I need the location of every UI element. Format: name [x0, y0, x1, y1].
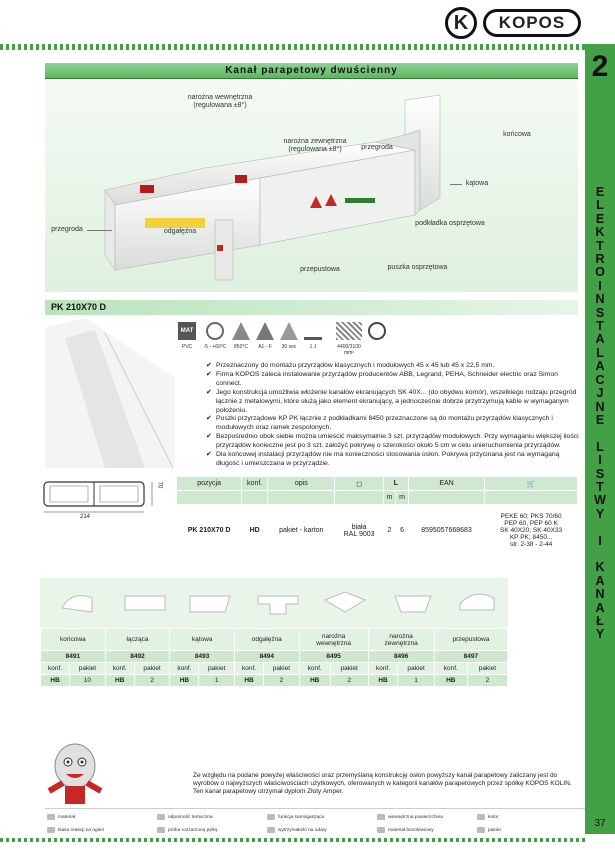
- bottom-stripe: [0, 838, 585, 842]
- legend-item: pakiet: [477, 827, 501, 833]
- impact-icon: [304, 322, 322, 340]
- legend-item: materiał bezołowiowy: [377, 827, 434, 833]
- product-table: [176, 476, 578, 557]
- trunking-illustration: [45, 80, 578, 292]
- glow-wire-icon: [232, 322, 250, 340]
- sub-header: konf.: [41, 663, 70, 675]
- col-header: opis: [268, 477, 335, 491]
- col-header: pozycja: [177, 477, 242, 491]
- accessory-name: kątowa: [170, 629, 235, 651]
- sub-header: pakiet: [70, 663, 105, 675]
- self-extinguish-icon: [267, 814, 275, 820]
- legend-item: wewnętrzna powierzchnia: [377, 814, 443, 820]
- icon-label: 1 J: [309, 344, 317, 350]
- title-bar: [45, 63, 578, 79]
- icon-label: 4400/3100 mm²: [337, 344, 361, 356]
- sub-header: konf.: [368, 663, 398, 675]
- accessory-images: [40, 578, 508, 628]
- sub-header: pakiet: [199, 663, 234, 675]
- label-koncowa: końcowa: [503, 131, 531, 138]
- col-header: L: [383, 477, 408, 491]
- accessory-name: narożna wewnętrzna: [299, 629, 368, 651]
- icon-label: 30 sec: [281, 344, 297, 350]
- cell-konf: HB: [368, 675, 398, 687]
- cell-color: biała RAL 9003: [335, 505, 383, 557]
- cell-opis: pakiet - karton: [268, 505, 335, 557]
- label-narozna-wewnetrzna: narożna wewnętrzna (regulowana ±8°): [187, 94, 253, 109]
- legend-item: odporność termiczna: [157, 814, 213, 820]
- accessory-name: narożna zewnętrzna: [368, 629, 434, 651]
- inner-surface-icon: [377, 814, 385, 820]
- col-header: EAN: [408, 477, 484, 491]
- material-icon: [47, 814, 55, 820]
- fire-icon: [280, 322, 298, 340]
- icon-label: 850°C: [234, 344, 248, 350]
- accessory-code: 8493: [170, 651, 235, 663]
- legend-item: funkcja samogasząca: [267, 814, 324, 820]
- label-odgalezna: odgałęźna: [163, 228, 197, 235]
- sub-header: konf.: [299, 663, 330, 675]
- lead-free-icon: [377, 827, 385, 833]
- chapter-side-text: E L E K T R O I N S T A L A C J N E L I S T W Y I K A N A Ł Y: [594, 185, 606, 642]
- profile-height: 70: [156, 481, 163, 489]
- icon-label: PVC: [181, 344, 193, 350]
- cell-konf: HB: [434, 675, 467, 687]
- package-icon: [477, 827, 485, 833]
- cell-l1: 2: [383, 505, 396, 557]
- feature-item: ✔ Firma KOPOS zaleca instalowanie przyrządów producentów ABB, Legrand, PEHA, Schneider electric oraz Simon connect.: [206, 371, 580, 389]
- legend-item: kolor: [477, 814, 498, 820]
- label-przegroda-left: przegroda: [51, 226, 83, 233]
- feature-item: ✔ Dla końcowej instalacji przyrządów nie ma konieczności stosowania osłon. Pokrywa przycinana jest na wymaganą długość i umieszczana w przyrządzie.: [206, 451, 580, 469]
- cross-section-icon: [336, 322, 362, 340]
- product-photo: [45, 318, 175, 468]
- accessory-name: łącząca: [105, 629, 170, 651]
- sub-header: konf.: [105, 663, 134, 675]
- cell-konf: HB: [41, 675, 70, 687]
- col-header: konf.: [242, 477, 268, 491]
- feature-item: ✔ Przeznaczony do montażu przyrządów klasycznych i modułowych 45 x 45 lub 45 x 22,5 mm.: [206, 362, 580, 371]
- color-icon: ◻: [335, 477, 383, 491]
- sub-header: konf.: [434, 663, 467, 675]
- feature-item: ✔ Jego konstrukcja umożliwia włożenie kanałów ekranujących SK 40X... (do obydwu komór), wszelkiego rodzaju przegród łącznie z metalowymi, które służą jako element ekranujący, a jednocześnie dobrze przytrzymują kable w wymaganym położeniu.: [206, 389, 580, 416]
- top-stripe: [0, 44, 585, 50]
- cart-icon: 🛒: [485, 477, 578, 491]
- legend-item: materiał: [47, 814, 75, 820]
- sub-header: konf.: [170, 663, 199, 675]
- cell-ean: 8595057668683: [408, 505, 484, 557]
- label-puszka: puszka osprzętowa: [387, 264, 448, 271]
- accessory-name: odgałęźna: [234, 629, 299, 651]
- mat-icon: MAT: [178, 322, 196, 340]
- sub-header: pakiet: [467, 663, 507, 675]
- impact-icon: [267, 827, 275, 833]
- glow-wire-icon: [157, 827, 165, 833]
- info-note: Ze względu na podane powyżej właściwości oraz przemyślaną konstrukcję osłon powyższy kanał parapetowy zaliczany jest do wyrobów o najwyższych właściwościach użytkowych, oferowanych w kategorii kanałów parapetowych przez spółkę KOPOS KOLIN. Ten kanał parapetowy otrzymał dyplom Złoty Amper.: [193, 772, 572, 795]
- sub-header: konf.: [234, 663, 263, 675]
- feature-item: ✔ Puszki przyrządowe KP PK łącznie z podkładkami 8450 przeznaczone są do montażu przyrządów klasycznych i modułowych oraz ramek zespolonych.: [206, 415, 580, 433]
- color-icon: [477, 814, 485, 820]
- sub-header: pakiet: [264, 663, 299, 675]
- accessory-code: 8497: [434, 651, 507, 663]
- fire-class-icon: [47, 827, 55, 833]
- page-title: Kanał parapetowy dwuścienny: [225, 65, 398, 76]
- page-number: 37: [594, 818, 606, 829]
- sub-header: pakiet: [398, 663, 434, 675]
- unit: m: [383, 491, 396, 505]
- property-icons: [176, 322, 396, 354]
- accessory-code: 8492: [105, 651, 170, 663]
- legend-item: klasa reakcji na ogień: [47, 827, 104, 833]
- cell-pakiet: 2: [264, 675, 299, 687]
- leader-line: [87, 230, 112, 231]
- logo-mark: K: [445, 7, 477, 39]
- feature-list: [206, 362, 580, 469]
- flame-icon: [256, 322, 274, 340]
- label-katowa: kątowa: [465, 180, 489, 187]
- profile-width: 214: [80, 514, 91, 520]
- cell-pakiet: 2: [134, 675, 169, 687]
- cell-pakiet: 10: [70, 675, 105, 687]
- accessory-name: końcowa: [41, 629, 106, 651]
- feature-item: ✔ Bezpośrednio obok siebie można umieścić maksymalnie 3 szt. przyrządów modułowych. Przy wymaganiu większej ilości przyrządów konieczne jest po 3 szt. założyć pokrywę o szerokości około 5 cm w celu unieruchomienia przyrządów.: [206, 433, 580, 451]
- label-narozna-zewnetrzna: narożna zewnętrzna (regulowana ±8°): [283, 138, 347, 153]
- cell-l2: 6: [396, 505, 409, 557]
- label-przegroda-top: przegroda: [361, 144, 393, 151]
- cell-pakiet: 1: [199, 675, 234, 687]
- icon-label: -5 - +60°C: [203, 344, 227, 350]
- temperature-icon: [206, 322, 224, 340]
- legend-item: próba rozżarzoną pętlą: [157, 827, 217, 833]
- accessory-code: 8495: [299, 651, 368, 663]
- accessory-code: 8496: [368, 651, 434, 663]
- label-podkladka: podkładka osprzętowa: [415, 220, 485, 227]
- sub-header: pakiet: [134, 663, 169, 675]
- model-heading: PK 210X70 D: [45, 300, 578, 315]
- accessory-table: [40, 628, 508, 687]
- cell-konf: HD: [242, 505, 268, 557]
- icon-label: A1 - F: [258, 344, 272, 350]
- cell-konf: HB: [170, 675, 199, 687]
- logo-text: KOPOS: [483, 9, 581, 37]
- accessory-name: przepustowa: [434, 629, 507, 651]
- sub-header: pakiet: [330, 663, 368, 675]
- cell-konf: HB: [105, 675, 134, 687]
- cell-pakiet: 2: [330, 675, 368, 687]
- unit: m: [396, 491, 409, 505]
- label-przepustowa: przepustowa: [300, 266, 340, 273]
- cell-pozycja: PK 210X70 D: [177, 505, 242, 557]
- accessory-code: 8494: [234, 651, 299, 663]
- product-diagram: [45, 80, 578, 292]
- mascot-illustration: [40, 740, 110, 808]
- profile-cross-section: [40, 476, 170, 518]
- chapter-number: 2: [591, 50, 609, 83]
- thermal-icon: [157, 814, 165, 820]
- legend-item: wytrzymałość na udary: [267, 827, 327, 833]
- halogen-free-icon: [368, 322, 386, 340]
- cell-accessories: PEKE 60; PKS 70/60 PEP 60, PEP 60 K SK 40X20; SK 40X33 KP PK; 8450... str. 2-38 - 2-44: [485, 505, 578, 557]
- kopos-logo: [445, 7, 585, 41]
- leader-line: [450, 184, 462, 185]
- accessory-code: 8491: [41, 651, 106, 663]
- cell-pakiet: 2: [467, 675, 507, 687]
- cell-konf: HB: [299, 675, 330, 687]
- legend: [45, 808, 585, 838]
- cell-konf: HB: [234, 675, 263, 687]
- cell-pakiet: 1: [398, 675, 434, 687]
